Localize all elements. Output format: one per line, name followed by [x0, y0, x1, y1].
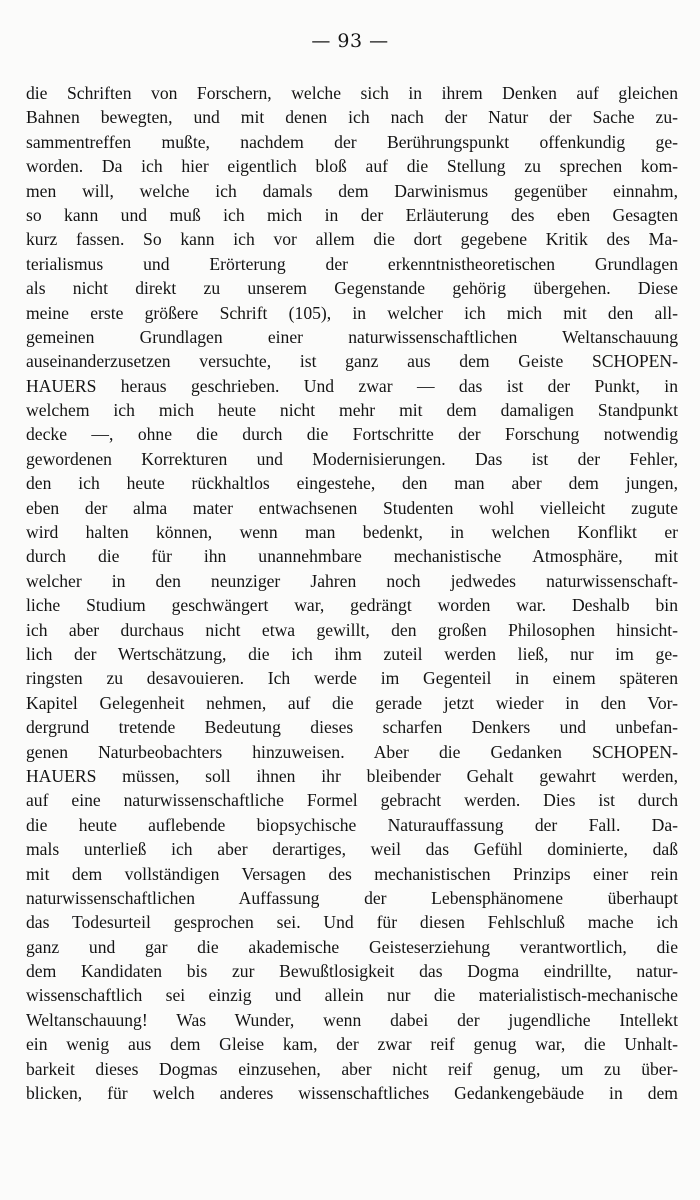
text-line: eben der alma mater entwachsenen Studenten wohl vielleicht zugute	[26, 497, 678, 518]
text-line: HAUERS müssen, soll ihnen ihr bleibender Gehalt gewahrt werden,	[26, 765, 678, 786]
text-line: welchem ich mich heute nicht mehr mit dem damaligen Standpunkt	[26, 400, 678, 421]
text-line: Weltanschauung! Was Wunder, wenn dabei der jugendliche Intellekt	[26, 1009, 678, 1030]
text-line: ganz und gar die akademische Geisteserziehung verantwortlich, die	[26, 936, 678, 957]
page-number: — 93 —	[311, 30, 389, 52]
text-line: worden. Da ich hier eigentlich bloß auf die Stellung zu sprechen kom-	[26, 156, 678, 177]
text-line: Kapitel Gelegenheit nehmen, auf die gerade jetzt wieder in den Vor-	[26, 692, 678, 713]
text-line: meine erste größere Schrift (105), in welcher ich mich mit den all-	[26, 302, 678, 323]
text-line: die heute auflebende biopsychische Naturauffassung der Fall. Da-	[26, 814, 678, 835]
text-line: durch die für ihn unannehmbare mechanistische Atmosphäre, mit	[26, 546, 678, 567]
text-line: so kann und muß ich mich in der Erläuterung des eben Gesagten	[26, 204, 678, 225]
text-line: lich der Wertschätzung, die ich ihm zuteil werden ließ, nur im ge-	[26, 643, 678, 664]
text-line: ringsten zu desavouieren. Ich werde im Gegenteil in einem späteren	[26, 668, 678, 689]
text-line: ich aber durchaus nicht etwa gewillt, den großen Philosophen hinsicht-	[26, 619, 678, 640]
text-line: men will, welche ich damals dem Darwinismus gegenüber einnahm,	[26, 180, 678, 201]
text-line: gewordenen Korrekturen und Modernisierungen. Das ist der Fehler,	[26, 448, 678, 469]
text-line: gemeinen Grundlagen einer naturwissenschaftlichen Weltanschauung	[26, 326, 678, 347]
text-line: genen Naturbeobachters hinzuweisen. Aber die Gedanken SCHOPEN-	[26, 741, 678, 762]
text-line: terialismus und Erörterung der erkenntnistheoretischen Grundlagen	[26, 253, 678, 274]
text-line: mals unterließ ich aber derartiges, weil das Gefühl dominierte, daß	[26, 839, 678, 860]
text-line: dergrund tretende Bedeutung dieses scharfen Denkers und unbefan-	[26, 717, 678, 738]
text-line: blicken, für welch anderes wissenschaftliches Gedankengebäude in dem	[26, 1083, 678, 1104]
text-line: mit dem vollständigen Versagen des mechanistischen Prinzips einer rein	[26, 863, 678, 884]
body-text	[26, 81, 678, 1105]
text-line: liche Studium geschwängert war, gedrängt worden war. Deshalb bin	[26, 595, 678, 616]
text-line: Bahnen bewegten, und mit denen ich nach der Natur der Sache zu-	[26, 107, 678, 128]
text-line: als nicht direkt zu unserem Gegenstande gehörig übergehen. Diese	[26, 278, 678, 299]
text-line: ein wenig aus dem Gleise kam, der zwar reif genug war, die Unhalt-	[26, 1034, 678, 1055]
text-line: das Todesurteil gesprochen sei. Und für diesen Fehlschluß mache ich	[26, 912, 678, 933]
text-line: decke —, ohne die durch die Fortschritte der Forschung notwendig	[26, 424, 678, 445]
text-line: auf eine naturwissenschaftliche Formel gebracht werden. Dies ist durch	[26, 790, 678, 811]
text-line: welcher in den neunziger Jahren noch jedwedes naturwissenschaft-	[26, 570, 678, 591]
text-line: naturwissenschaftlichen Auffassung der Lebensphänomene überhaupt	[26, 887, 678, 908]
text-line: dem Kandidaten bis zur Bewußtlosigkeit das Dogma eindrillte, natur-	[26, 961, 678, 982]
text-line: wissenschaftlich sei einzig und allein nur die materialistisch-mechanische	[26, 985, 678, 1006]
text-line: auseinanderzusetzen versuchte, ist ganz aus dem Geiste SCHOPEN-	[26, 351, 678, 372]
text-line: kurz fassen. So kann ich vor allem die dort gegebene Kritik des Ma-	[26, 229, 678, 250]
text-line: die Schriften von Forschern, welche sich in ihrem Denken auf gleichen	[26, 83, 678, 103]
text-line: barkeit dieses Dogmas einzusehen, aber nicht reif genug, um zu über-	[26, 1058, 678, 1079]
text-line: wird halten können, wenn man bedenkt, in welchen Konflikt er	[26, 522, 678, 543]
text-line: HAUERS heraus geschrieben. Und zwar — das ist der Punkt, in	[26, 375, 678, 396]
text-line: sammentreffen mußte, nachdem der Berührungspunkt offenkundig ge-	[26, 131, 678, 152]
text-line: den ich heute rückhaltlos eingestehe, den man aber dem jungen,	[26, 473, 678, 494]
